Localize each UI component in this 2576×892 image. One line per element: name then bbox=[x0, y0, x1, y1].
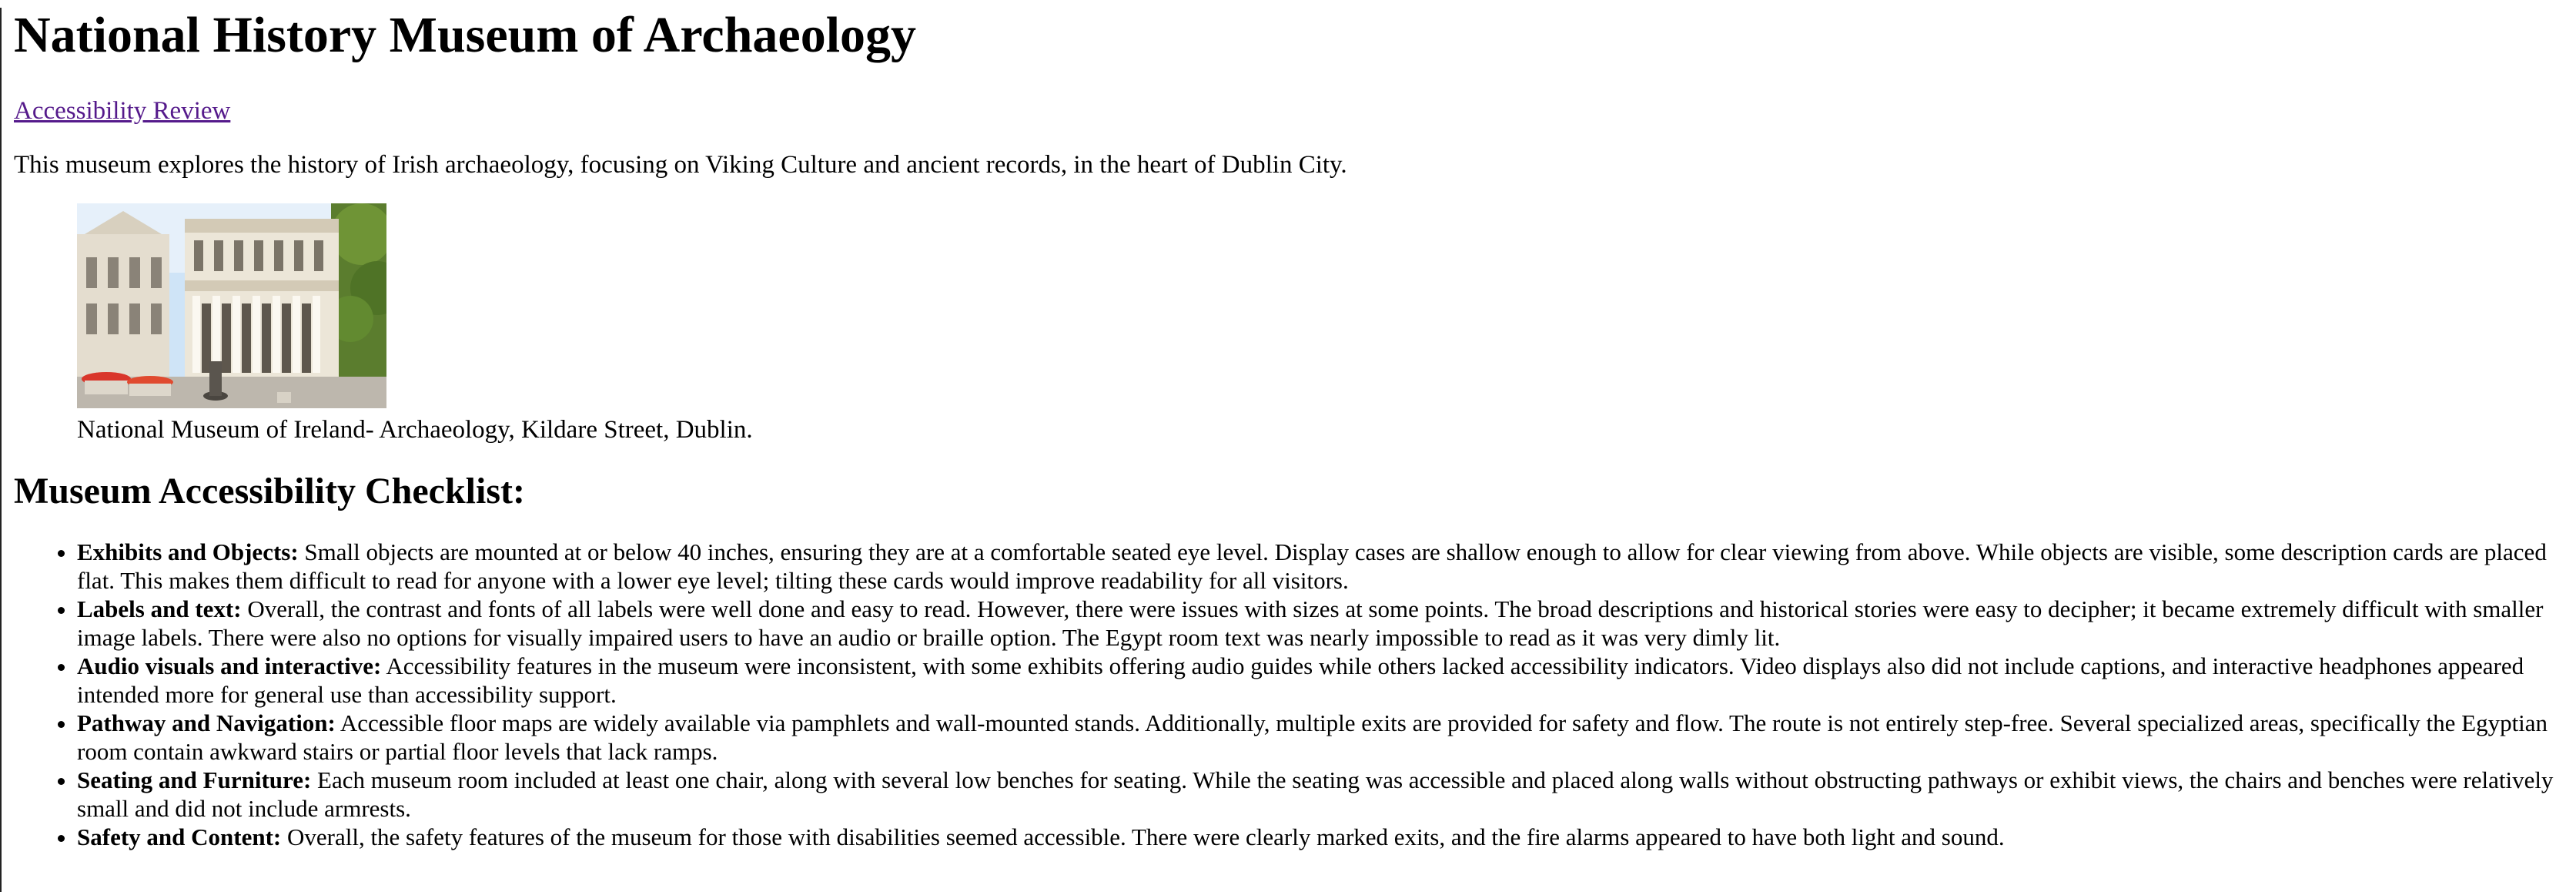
checklist-item-audio-visual bbox=[77, 652, 2576, 709]
checklist-item-text: Accessible floor maps are widely available via pamphlets and wall-mounted stands. Additionally, multiple exits are provided for safety and flow. The route is not entirely step-free. Several specialized areas, specifically the Egyptian room contain awkward stairs or partial floor levels that lack ramps. bbox=[77, 709, 2548, 765]
museum-building-image bbox=[77, 203, 386, 408]
checklist-item-label: Labels and text: bbox=[77, 595, 242, 622]
accessibility-checklist bbox=[14, 538, 2576, 851]
checklist-item-label: Audio visuals and interactive: bbox=[77, 652, 382, 679]
checklist-item-text: Each museum room included at least one chair, along with several low benches for seating. While the seating was accessible and placed along walls without obstructing pathways or exhibit views, the chairs and benches were relatively small and did not include armrests. bbox=[77, 766, 2554, 822]
checklist-item-text: Overall, the contrast and fonts of all labels were well done and easy to read. However, there were issues with sizes at some points. The broad descriptions and historical stories were easy to decipher; it became extremely difficult with smaller image labels. There were also no options for visually impaired users to have an audio or braille option. The Egypt room text was nearly impossible to read as it was very dimly lit. bbox=[77, 595, 2544, 651]
checklist-item-label: Safety and Content: bbox=[77, 823, 282, 850]
accessibility-review-link[interactable]: Accessibility Review bbox=[14, 97, 231, 125]
museum-figure bbox=[77, 203, 2576, 445]
intro-paragraph: This museum explores the history of Irish archaeology, focusing on Viking Culture and ancient records, in the heart of Dublin City. bbox=[14, 151, 1347, 179]
figure-caption: National Museum of Ireland- Archaeology, Kildare Street, Dublin. bbox=[77, 416, 753, 444]
checklist-item-pathway bbox=[77, 709, 2576, 766]
checklist-item-label: Pathway and Navigation: bbox=[77, 709, 336, 736]
checklist-item-text: Overall, the safety features of the museum for those with disabilities seemed accessible. There were clearly marked exits, and the fire alarms appeared to have both light and sound. bbox=[281, 823, 2005, 850]
checklist-item-text: Small objects are mounted at or below 40 inches, ensuring they are at a comfortable seated eye level. Display cases are shallow enough to allow for clear viewing from above. While objects are visible, some description cards are placed flat. This makes them difficult to read for anyone with a lower eye level; tilting these cards would improve readability for all visitors. bbox=[77, 538, 2547, 594]
checklist-item-seating bbox=[77, 766, 2576, 823]
page-content bbox=[2, 8, 2576, 851]
checklist-item-exhibits bbox=[77, 538, 2576, 595]
checklist-item-labels bbox=[77, 595, 2576, 652]
checklist-item-label: Exhibits and Objects: bbox=[77, 538, 299, 565]
page-title: National History Museum of Archaeology bbox=[14, 7, 917, 63]
checklist-item-text: Accessibility features in the museum were inconsistent, with some exhibits offering audio guides while others lacked accessibility indicators. Video displays also did not include captions, and interactive headphones appeared intended more for general use than accessibility support. bbox=[77, 652, 2524, 708]
checklist-item-label: Seating and Furniture: bbox=[77, 766, 312, 793]
checklist-item-safety bbox=[77, 823, 2576, 851]
checklist-heading: Museum Accessibility Checklist: bbox=[14, 471, 525, 511]
